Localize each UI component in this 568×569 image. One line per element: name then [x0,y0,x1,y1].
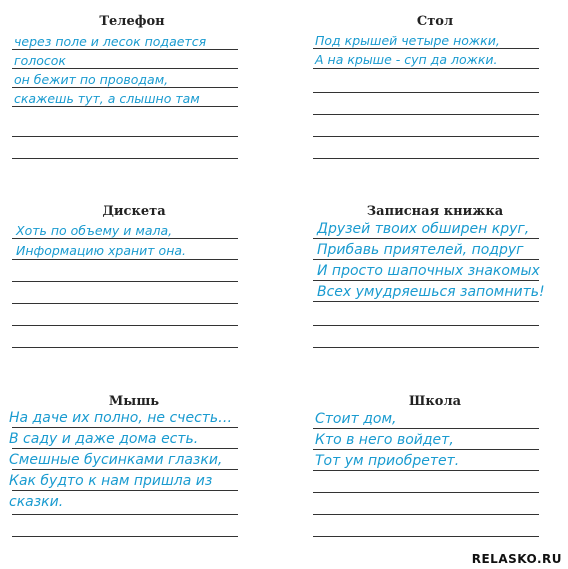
writing-line [12,347,238,348]
riddle-line: Информацию хранит она. [16,243,187,258]
writing-line [12,490,238,491]
riddle-line: голосок [14,53,66,68]
writing-line [12,158,238,159]
writing-line [313,158,539,159]
card-title: Записная книжка [366,204,504,219]
card-title: Стол [416,14,454,29]
writing-line [313,492,539,493]
writing-line [313,449,539,450]
writing-line [313,325,539,326]
writing-line [12,427,238,428]
writing-line [313,238,539,239]
writing-line [12,325,238,326]
writing-line [313,428,539,429]
writing-line [12,68,238,69]
card-title: Мышь [108,394,160,409]
writing-line [313,48,539,49]
writing-line [313,301,539,302]
riddle-line: Тот ум приобретет. [315,453,460,469]
writing-line [12,136,238,137]
writing-line [313,470,539,471]
writing-line [12,238,238,239]
writing-line [12,514,238,515]
writing-line [313,259,539,260]
writing-line [12,49,238,50]
riddle-line: Смешные бусинками глазки, [9,452,223,468]
writing-line [313,280,539,281]
riddle-line: Как будто к нам пришла из [9,473,213,489]
riddle-line: В саду и даже дома есть. [9,431,199,447]
riddle-line: И просто шапочных знакомых [317,263,540,279]
writing-line [12,87,238,88]
riddle-line: Друзей твоих обширен круг, [317,221,530,237]
writing-line [12,469,238,470]
riddle-line: А на крыше - суп да ложки. [315,52,498,67]
riddle-line: скажешь тут, а слышно там [14,91,200,106]
writing-line [12,303,238,304]
writing-line [12,448,238,449]
writing-line [313,114,539,115]
card-title: Дискета [102,204,166,219]
card-title: Школа [408,394,462,409]
writing-line [313,347,539,348]
riddle-line: Всех умудряешься запомнить! [317,284,545,300]
riddle-line: Прибавь приятелей, подруг [317,242,524,258]
riddle-line: сказки. [9,494,64,510]
riddle-line: Стоит дом, [315,411,397,427]
writing-line [12,536,238,537]
writing-line [12,281,238,282]
riddle-line: На даче их полно, не счесть… [9,410,233,426]
riddle-line: через поле и лесок подается [14,34,207,49]
riddle-line: Хоть по объему и мала, [16,223,173,238]
watermark: RELASKO.RU [471,552,562,566]
writing-line [12,259,238,260]
writing-line [313,514,539,515]
writing-line [313,136,539,137]
writing-line [313,92,539,93]
riddle-line: Кто в него войдет, [315,432,454,448]
riddle-line: Под крышей четыре ножки, [315,33,500,48]
writing-line [313,536,539,537]
card-title: Телефон [99,14,165,29]
riddle-line: он бежит по проводам, [14,72,169,87]
writing-line [313,68,539,69]
writing-line [12,106,238,107]
